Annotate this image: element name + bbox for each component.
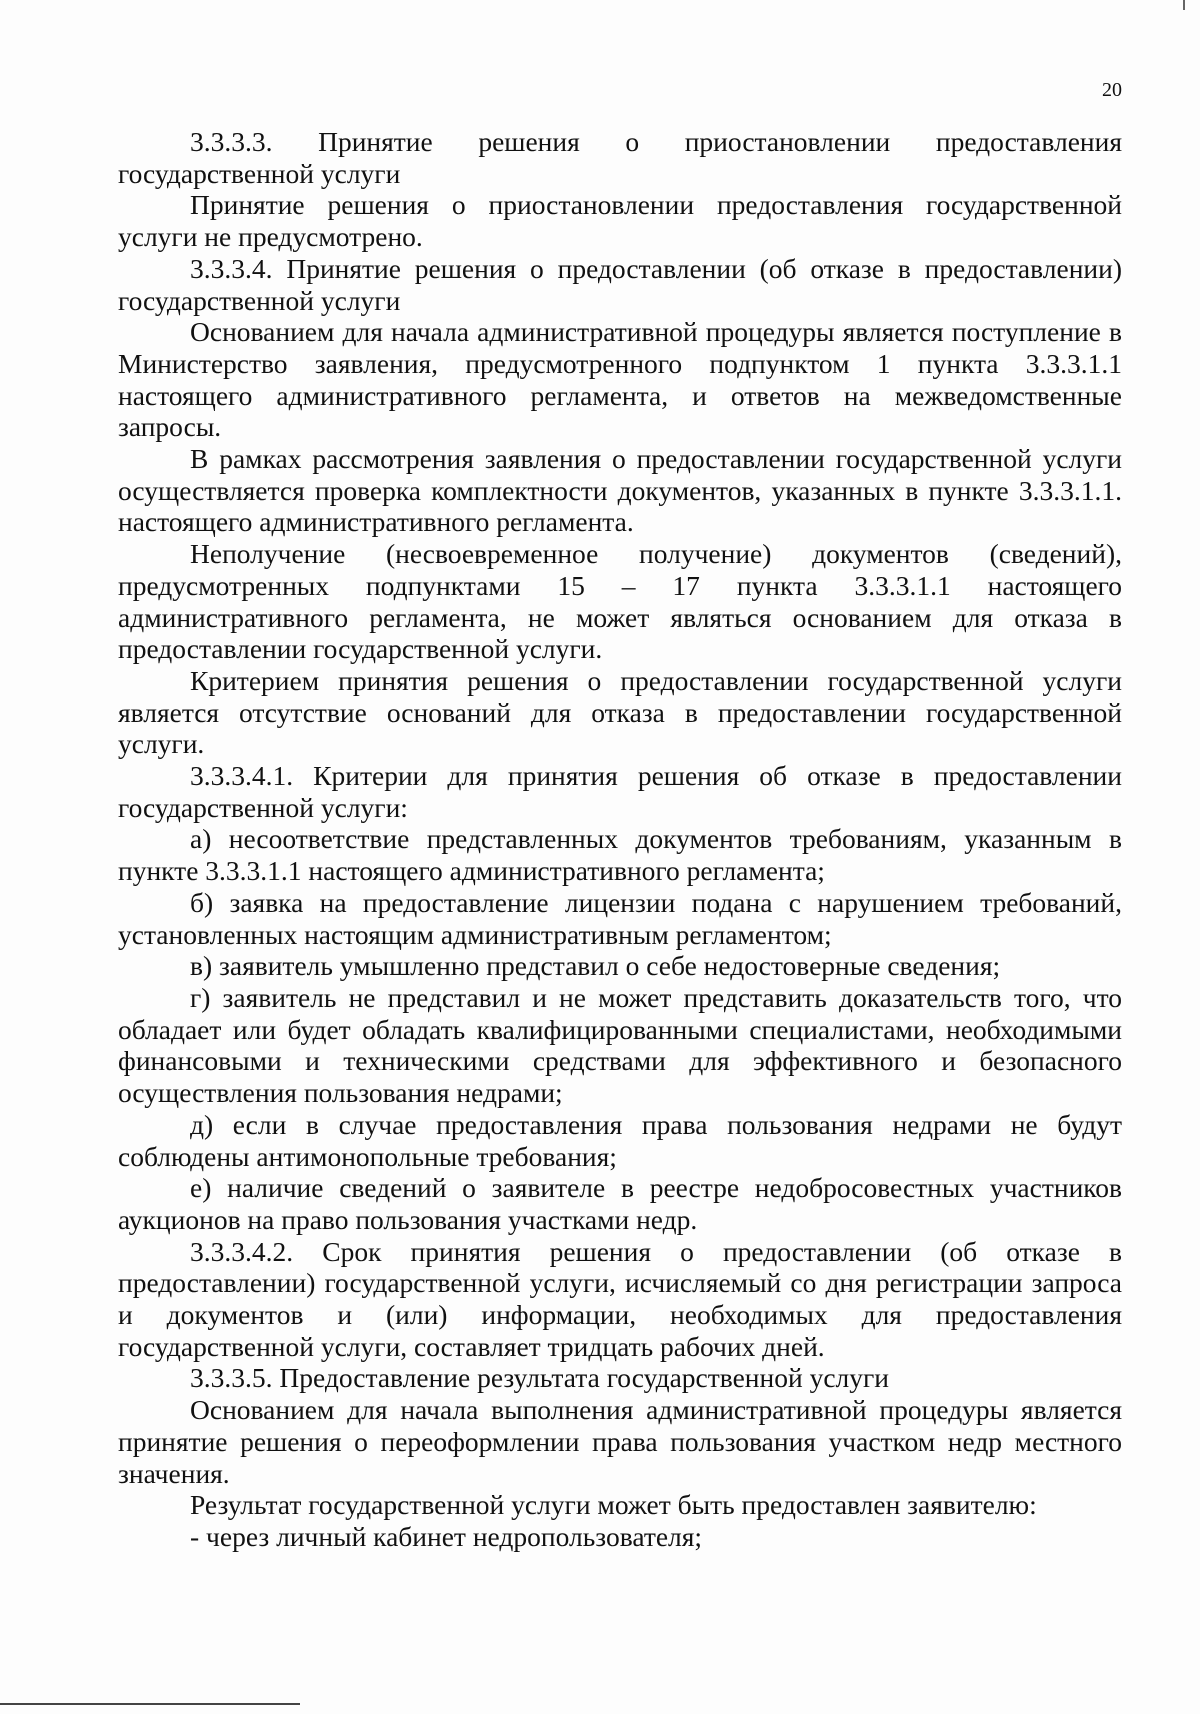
list-item-e: е) наличие сведений о заявителе в реестре недобросовестных участников аукционов на право пользования участками недр.	[118, 1172, 1122, 1235]
list-item-personal-cabinet: - через личный кабинет недропользователя;	[190, 1520, 703, 1552]
section-heading-3-3-3-4-1: 3.3.3.4.1. Критерии для принятия решения об отказе в предоставлении государственной услуги:	[118, 760, 1122, 823]
list-item-a: а) несоответствие представленных документов требованиям, указанным в пункте 3.3.3.1.1 настоящего административного регламента;	[118, 823, 1122, 887]
scan-edge-mark	[1183, 0, 1185, 10]
section-heading-3-3-3-4-2: 3.3.3.4.2. Срок принятия решения о предоставлении (об отказе в предоставлении) государственной услуги, исчисляемый со дня регистрации запроса и документов и (или) информации, необходимых для предоставления государственной услуги, составляет тридцать рабочих дней.	[118, 1235, 1122, 1362]
list-item-v: в) заявитель умышленно представил о себе недостоверные сведения;	[190, 950, 1001, 982]
paragraph-suspension: Принятие решения о приостановлении предоставления государственной услуги не предусмотрено.	[118, 189, 1122, 253]
document-body	[118, 126, 1122, 1553]
paragraph-non-receipt: Неполучение (несвоевременное получение) документов (сведений), предусмотренных подпунктами 15 – 17 пункта 3.3.3.1.1 настоящего административного регламента, не может являться основанием для отказа в предоставлении государственной услуги.	[118, 538, 1122, 665]
paragraph-basis: Основанием для начала административной процедуры является поступление в Министерство заявления, предусмотренного подпунктом 1 пункта 3.3.3.1.1 настоящего административного регламента, и ответов на межведомственные запросы.	[118, 316, 1122, 443]
list-item-b: б) заявка на предоставление лицензии подана с нарушением требований, установленных настоящим административным регламентом;	[118, 886, 1122, 950]
bottom-rule	[0, 1703, 300, 1705]
section-heading-3-3-3-3: 3.3.3.3. Принятие решения о приостановлении предоставления государственной услуги	[118, 126, 1122, 189]
paragraph-completeness-check: В рамках рассмотрения заявления о предоставлении государственной услуги осуществляется проверка комплектности документов, указанных в пункте 3.3.3.1.1. настоящего административного регламента.	[118, 443, 1122, 538]
paragraph-result-basis: Основанием для начала выполнения административной процедуры является принятие решения о переоформлении права пользования участком недр местного значения.	[118, 1394, 1122, 1489]
section-heading-3-3-3-4: 3.3.3.4. Принятие решения о предоставлении (об отказе в предоставлении) государственной услуги	[118, 252, 1122, 316]
section-heading-3-3-3-5: 3.3.3.5. Предоставление результата государственной услуги	[190, 1362, 889, 1394]
paragraph-result-delivery: Результат государственной услуги может быть предоставлен заявителю:	[190, 1489, 1037, 1521]
list-item-d: д) если в случае предоставления права пользования недрами не будут соблюдены антимонопольные требования;	[118, 1108, 1122, 1172]
page-number: 20	[1102, 79, 1122, 101]
paragraph-criterion: Критерием принятия решения о предоставлении государственной услуги является отсутствие оснований для отказа в предоставлении государственной услуги.	[118, 664, 1122, 760]
list-item-g: г) заявитель не представил и не может представить доказательств того, что обладает или будет обладать квалифицированными специалистами, необходимыми финансовыми и техническими средствами для эффективного и безопасного осуществления пользования недрами;	[118, 981, 1122, 1109]
